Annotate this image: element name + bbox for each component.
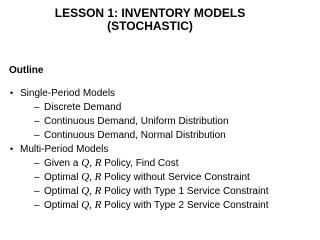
outline-item-text-post: Policy with Type 1 Service Constraint bbox=[101, 186, 269, 197]
dash-icon: – bbox=[34, 116, 40, 127]
outline-item-text-pre: Optimal bbox=[44, 172, 82, 183]
outline-item bbox=[10, 143, 108, 156]
outline-item-text: Multi-Period Models bbox=[20, 144, 109, 155]
dash-icon: – bbox=[34, 186, 40, 197]
outline-subitem bbox=[34, 115, 229, 128]
title-line-1: LESSON 1: INVENTORY MODELS bbox=[54, 6, 246, 20]
slide-title bbox=[0, 7, 300, 33]
outline-subitem bbox=[34, 185, 269, 198]
outline-item-text: Continuous Demand, Normal Distribution bbox=[44, 130, 226, 141]
outline-subitem bbox=[34, 171, 250, 184]
bullet-icon: • bbox=[10, 144, 14, 154]
outline-subitem bbox=[34, 199, 269, 212]
outline-subitem bbox=[34, 101, 121, 114]
dash-icon: – bbox=[34, 158, 40, 169]
dash-icon: – bbox=[34, 102, 40, 113]
outline-item-text-post: Policy with Type 2 Service Constraint bbox=[101, 200, 269, 211]
outline-item-text: Discrete Demand bbox=[44, 102, 122, 113]
policy-variables: Q, R bbox=[81, 171, 102, 183]
dash-icon: – bbox=[34, 130, 40, 141]
outline-item bbox=[10, 87, 115, 100]
outline-item-text-post: Policy, Find Cost bbox=[101, 158, 179, 169]
dash-icon: – bbox=[34, 200, 40, 211]
dash-icon: – bbox=[34, 172, 40, 183]
title-line-2: (STOCHASTIC) bbox=[107, 19, 193, 33]
outline-subitem bbox=[34, 157, 178, 170]
policy-variables: Q, R bbox=[81, 185, 102, 197]
outline-heading: Outline bbox=[9, 65, 44, 76]
outline-item-text-pre: Given a bbox=[44, 158, 82, 169]
outline-item-text-post: Policy without Service Constraint bbox=[101, 172, 250, 183]
outline-subitem bbox=[34, 129, 226, 142]
outline-item-text: Continuous Demand, Uniform Distribution bbox=[44, 116, 229, 127]
bullet-icon: • bbox=[10, 88, 14, 98]
outline-item-text-pre: Optimal bbox=[44, 186, 82, 197]
outline-item-text: Single-Period Models bbox=[20, 88, 116, 99]
outline-item-text-pre: Optimal bbox=[44, 200, 82, 211]
policy-variables: Q, R bbox=[81, 157, 102, 169]
policy-variables: Q, R bbox=[81, 199, 102, 211]
